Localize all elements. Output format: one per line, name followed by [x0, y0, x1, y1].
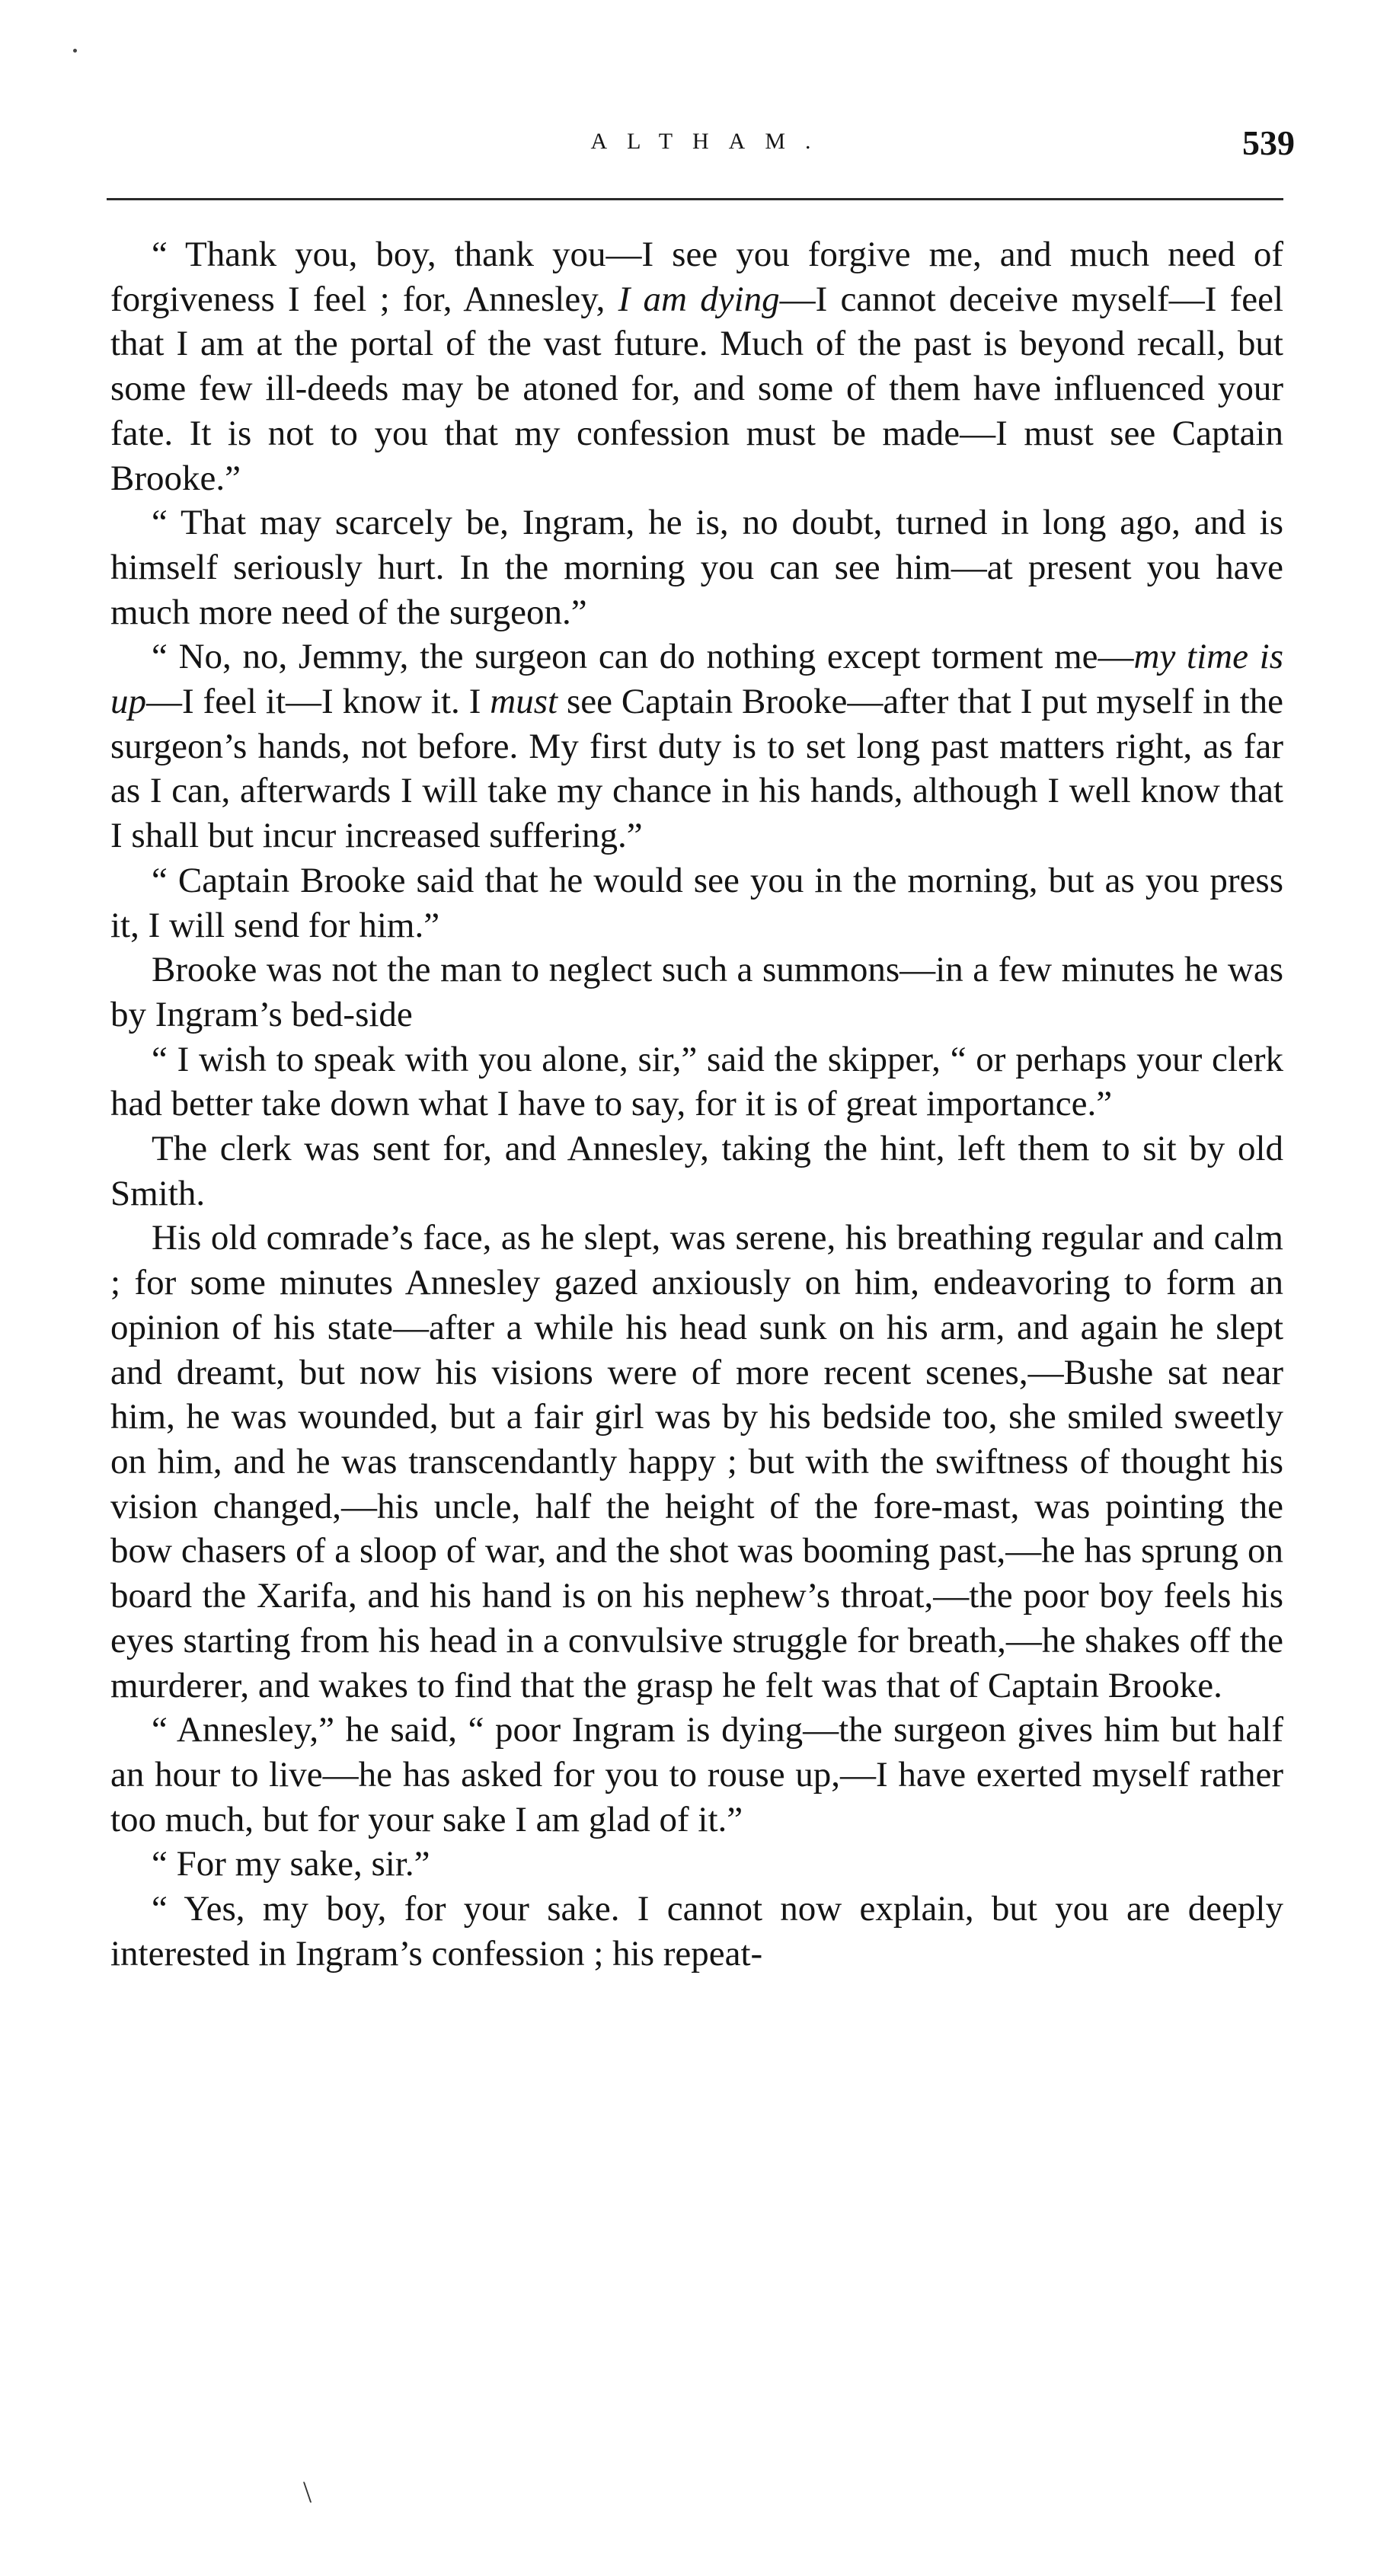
paragraph [110, 1708, 1283, 1842]
page-number: 539 [1242, 123, 1295, 162]
running-head: ALTHAM. [590, 129, 831, 154]
text-run: “ Annesley,” he said, “ poor Ingram is dying—the surgeon gives him but half an hour to live—he has asked for you to rouse up,—I have exerted myself rather too much, but for your sake I am glad of it.” [110, 1710, 1283, 1839]
text-run: “ No, no, Jemmy, the surgeon can do nothing except torment me— [152, 637, 1134, 677]
italic-run: I am dying [618, 279, 780, 319]
body-text [110, 232, 1283, 1976]
paragraph [110, 634, 1283, 858]
paragraph [110, 1842, 1283, 1887]
text-run: “ Yes, my boy, for your sake. I cannot now explain, but you are deeply interested in Ingram’s confession ; his repeat- [110, 1889, 1283, 1974]
text-run: His old comrade’s face, as he slept, was serene, his breathing regular and calm ; for some minutes Annesley gazed anxiously on him, endeavoring to form an opinion of his state—after a while his head sunk on his arm, and again he slept and dreamt, but now his visions were of more recent scenes,—Bushe sat near him, he was wounded, but a fair girl was by his bedside too, she smiled sweetly on him, and he was transcendantly happy ; but with the swiftness of thought his vision changed,—his uncle, half the height of the fore-mast, was pointing the bow chasers of a sloop of war, and the shot was booming past,—he has sprung on board the Xarifa, and his hand is on his nephew’s throat,—the poor boy feels his eyes starting from his head in a convulsive struggle for breath,—he shakes off the murderer, and wakes to find that the grasp he felt was that of Captain Brooke. [110, 1218, 1283, 1705]
text-run: Brooke was not the man to neglect such a summons—in a few minutes he was by Ingram’s bed-side [110, 950, 1283, 1034]
text-run: “ That may scarcely be, Ingram, he is, no doubt, turned in long ago, and is himself seriously hurt. In the morning you can see him—at present you have much more need of the surgeon.” [110, 503, 1283, 632]
italic-run: my time is up [110, 637, 1283, 722]
italic-run: must [490, 682, 558, 722]
paragraph [110, 858, 1283, 948]
text-run: “ Thank you, boy, thank you—I see you forgive me, and much need of forgiveness I feel ; for, Annesley, [110, 235, 1283, 319]
stray-mark: \ [303, 2475, 312, 2509]
paragraph [110, 1216, 1283, 1708]
text-run: “ For my sake, sir.” [152, 1844, 430, 1884]
paragraph [110, 232, 1283, 500]
ink-speck [73, 49, 77, 53]
text-run: —I cannot deceive myself—I feel that I am at the portal of the vast future. Much of the past is beyond recall, but some few ill-deeds may be atoned for, and some of them have influenced your fate. It is not to you that my confession must be made—I must see Captain Brooke.” [110, 279, 1284, 498]
text-run: The clerk was sent for, and Annesley, taking the hint, left them to sit by old Smith. [110, 1129, 1283, 1213]
paragraph [110, 1127, 1283, 1216]
page-header [107, 123, 1295, 171]
paragraph [110, 948, 1283, 1037]
text-run: —I feel it—I know it. I [146, 682, 490, 722]
header-rule [107, 198, 1283, 200]
text-run: see Captain Brooke—after that I put myself in the surgeon’s hands, not before. My first duty is to set long past matters right, as far as I can, afterwards I will take my chance in his hands, although I well know that I shall but incur increased suffering.” [110, 682, 1283, 856]
paragraph [110, 500, 1283, 634]
text-run: “ Captain Brooke said that he would see you in the morning, but as you press it, I will send for him.” [110, 860, 1283, 945]
paragraph [110, 1887, 1283, 1976]
paragraph [110, 1037, 1283, 1127]
text-run: “ I wish to speak with you alone, sir,” said the skipper, “ or perhaps your clerk had better take down what I have to say, for it is of great importance.” [110, 1039, 1283, 1124]
